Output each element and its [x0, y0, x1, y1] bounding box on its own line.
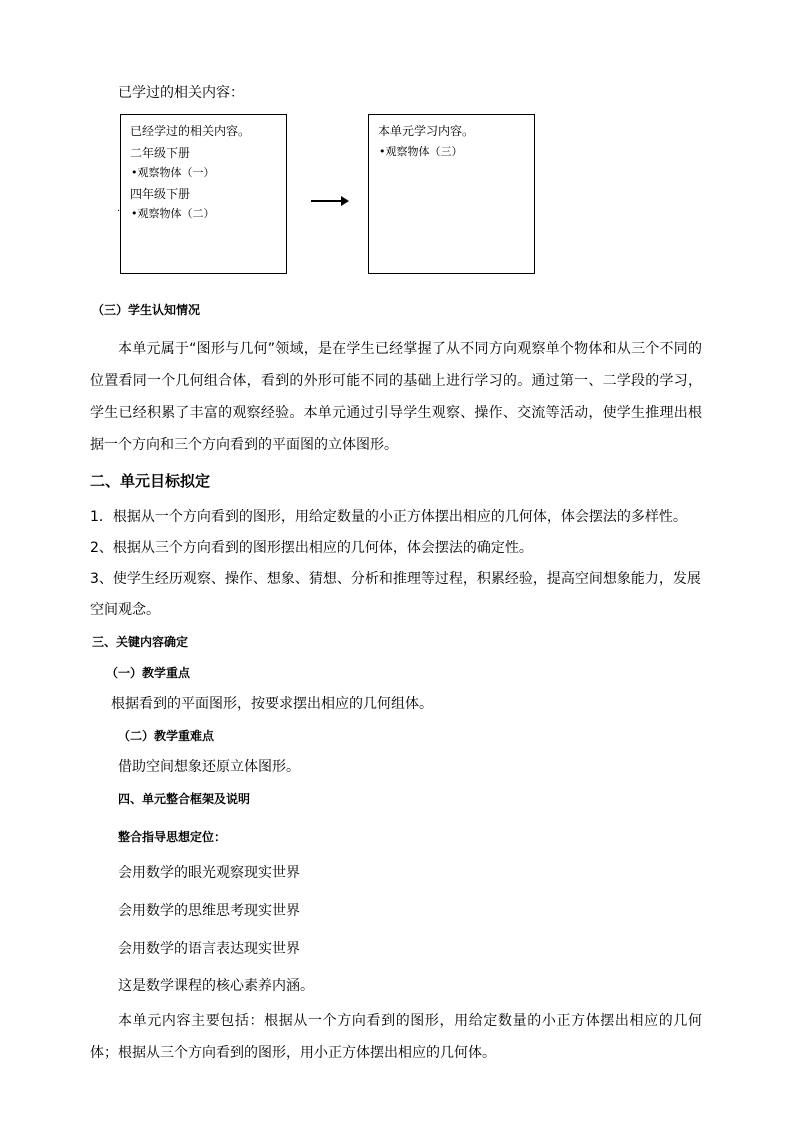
- goal-three-line-one: 3、使学生经历观察、操作、想象、猜想、分析和推理等过程，积累经验，提高空间想象能力，发展: [90, 571, 701, 587]
- student-cognition-heading: （三）学生认知情况: [92, 303, 201, 317]
- related-content-label: 已学过的相关内容：: [118, 85, 244, 101]
- goal-two: 2、根据从三个方向看到的图形摆出相应的几何体，体会摆法的确定性。: [90, 540, 533, 556]
- observe-objects-two-item: •观察物体（二）: [131, 207, 215, 220]
- principle-line-two: 会用数学的思维思考现实世界: [118, 903, 300, 919]
- key-content-heading: 三、关键内容确定: [92, 635, 189, 649]
- unit-content-box: [368, 114, 535, 274]
- unit-box-title: 本单元学习内容。: [378, 124, 475, 138]
- observe-objects-three-item: •观察物体（三）: [379, 145, 463, 158]
- teaching-focus-heading: （一）教学重点: [106, 666, 191, 680]
- framework-heading: 四、单元整合框架及说明: [118, 792, 251, 806]
- unit-content-paragraph: 本单元内容主要包括：根据从一个方向看到的图形，用给定数量的小正方体摆出相应的几何体；根据从三个方向看到的图形，用小正方体摆出相应的几何体。: [90, 1013, 702, 1061]
- student-cognition-paragraph: 本单元属于“图形与几何”领域，是在学生已经掌握了从不同方向观察单个物体和从三个不同的位置看同一个几何组合体，看到的外形可能不同的基础上进行学习的。通过第一、二学段的学习，学生已经积累了丰富的观察经验。本单元通过引导学生观察、操作、交流等活动，使学生推理出根据一个方向和三个方向看到的平面图的立体图形。: [90, 341, 702, 453]
- principle-line-three: 会用数学的语言表达现实世界: [118, 941, 300, 957]
- teaching-difficulty-heading: （二）教学重难点: [118, 729, 215, 743]
- principle-line-one: 会用数学的眼光观察现实世界: [118, 865, 300, 881]
- learned-box-title: 已经学过的相关内容。: [130, 124, 251, 138]
- learned-content-box: [120, 114, 287, 274]
- teaching-focus-text: 根据看到的平面图形，按要求摆出相应的几何组体。: [111, 696, 433, 712]
- grade-four-label: 四年级下册: [130, 187, 191, 201]
- goal-three-line-two: 空间观念。: [90, 602, 160, 618]
- observe-objects-one-item: •观察物体（一）: [131, 166, 215, 179]
- grade-two-label: 二年级下册: [130, 146, 191, 160]
- principle-line-four: 这是数学课程的核心素养内涵。: [118, 978, 314, 994]
- unit-goals-heading: 二、单元目标拟定: [90, 472, 211, 490]
- stray-mark: ·: [117, 206, 121, 217]
- teaching-difficulty-text: 借助空间想象还原立体图形。: [118, 759, 300, 775]
- right-arrow-icon: [311, 200, 347, 202]
- guiding-principle-heading: 整合指导思想定位：: [118, 830, 227, 844]
- goal-one: 1．根据从一个方向看到的图形，用给定数量的小正方体摆出相应的几何体，体会摆法的多样性。: [90, 509, 687, 525]
